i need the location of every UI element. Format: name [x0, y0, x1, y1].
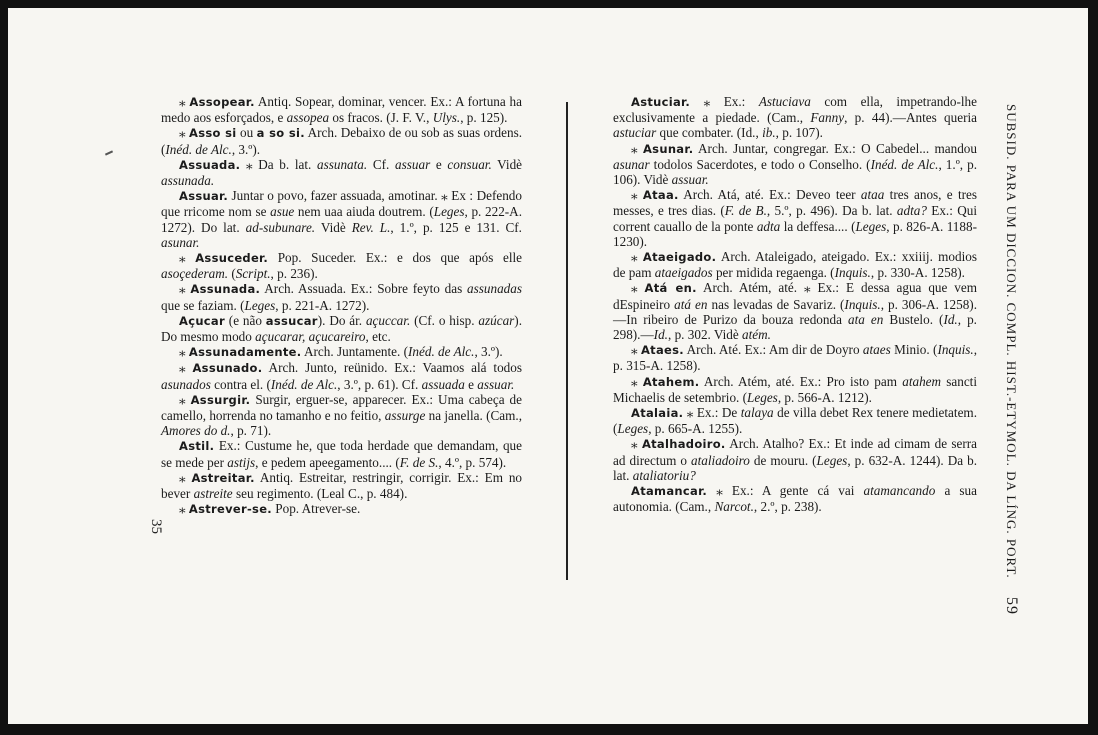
entry-ataeigado: ⁎ Ataeigado. Arch. Ataleigado, ateigado. Ex.: xxiiij. modios de pam ataeigados per midida regaenga. (Inquis., p. 330-A. 1258). [613, 249, 978, 281]
entry-atahem: ⁎ Atahem. Arch. Atém, até. Ex.: Pro isto pam atahem sancti Michaelis de setembrio. (Leges, p. 566-A. 1212). [613, 373, 978, 405]
entry-assopear: ⁎ Assopear. Antiq. Sopear, dominar, vencer. Ex.: A fortuna ha medo aos esforçados, e assopea os fracos. (J. F. V., Ulys., p. 125). [161, 94, 523, 126]
entry-assunadamente: ⁎ Assunadamente. Arch. Juntamente. (Inéd. de Alc., 3.º). [179, 344, 503, 360]
entry-ata-en: ⁎ Atá en. Arch. Atém, até. ⁎ Ex.: E dessa agua que vem dEspineiro atá en nas levadas de Savariz. (Inquis., p. 306-A. 1258).—In ribeiro de Purizo da bouza redonda ata en Bustelo. (Id., p. 298).—Id., p. 302. Vidè atém. [613, 280, 977, 343]
entry-atalaia: Atalaia. ⁎ Ex.: De talaya de villa debet Rex tenere medietatem. (Leges, p. 665-A. 1255). [613, 405, 977, 437]
running-head [1000, 104, 1020, 615]
running-head-title: SUBSID. PARA UM DICCION. COMPL. HIST.-ETYMOL. DA LÍNG. PORT. [1004, 104, 1019, 579]
entry-ataes: ⁎ Ataes. Arch. Até. Ex.: Am dir de Doyro ataes Minio. (Inquis., p. 315-A. 1258). [613, 342, 977, 374]
entry-astil: Astil. Ex.: Custume he, que toda herdade que demandam, que se mede per astijs, e pedem apeegamento.... (F. de S., 4.º, p. 574). [161, 438, 522, 470]
entry-assunada: ⁎ Assunada. Arch. Assuada. Ex.: Sobre feyto das assunadas que se faziam. (Leges, p. 221-A. 1272). [161, 281, 523, 313]
entry-acucar: Açucar (e não assucar). Do ár. açuccar. (Cf. o hisp. azúcar). Do mesmo modo açucarar, açucareiro, etc. [161, 312, 522, 345]
entry-atalhadoiro: ⁎ Atalhadoiro. Arch. Atalho? Ex.: Et inde ad cimam de serra ad directum o ataliadoiro de mouru. (Leges, p. 632-A. 1244). Da b. lat. ataliatoriu? [613, 436, 978, 483]
pencil-mark [105, 150, 113, 155]
left-column [161, 94, 522, 517]
book-page-spread [8, 8, 1088, 724]
entry-ataa: ⁎ Ataa. Arch. Atá, até. Ex.: Deveo teer ataa tres anos, e tres messes, e tres dias. (F. de B., 5.º, p. 496). Da b. lat. adta? Ex.: Qui corrent cauallo de la ponte adta la deffesa.... (Leges, p. 826-A. 1188-1230). [613, 187, 977, 249]
entry-assuar: Assuar. Juntar o povo, fazer assuada, amotinar. ⁎ Ex : Defendo que rricome nom se asue nem uaa aiuda doutrem. (Leges, p. 222-A. 1272). Do lat. ad-subunare. Vidè Rev. L., 1.º, p. 125 e 131. Cf. asunar. [161, 188, 522, 250]
page-number-right: 59 [1003, 596, 1020, 615]
entry-astuciar: Astuciar. ⁎ Ex.: Astuciava com ella, impetrando-lhe exclusivamente a piedade. (Cam., Fanny, p. 44).—Antes queria astuciar que combater. (Id., ib., p. 107). [613, 94, 977, 141]
entry-atamancar: Atamancar. ⁎ Ex.: A gente cá vai atamancando a sua autonomia. (Cam., Narcot., 2.º, p. 238). [613, 483, 977, 515]
entry-assunado: ⁎ Assunado. Arch. Junto, reünido. Ex.: Vaamos alá todos asunados contra el. (Inéd. de Alc., 3.º, p. 61). Cf. assuada e assuar. [161, 360, 522, 392]
page-number-left: 35 [148, 519, 164, 534]
entry-asunar: ⁎ Asunar. Arch. Juntar, congregar. Ex.: O Cabedel... mandou asunar todolos Sacerdotes, e todo o Conselho. (Inéd. de Alc., 1.º, p. 106). Vidè assuar. [613, 140, 978, 188]
entry-assurgir: ⁎ Assurgir. Surgir, erguer-se, apparecer. Ex.: Uma cabeça de camello, horrenda no tamanho e no feitio, assurge na janella. (Cam., Amores do d., p. 71). [161, 391, 522, 439]
right-column [613, 94, 977, 514]
entry-astreitar: ⁎ Astreitar. Antiq. Estreitar, restringir, corrigir. Ex.: Em no bever astreite seu regimento. (Leal C., p. 484). [161, 469, 523, 502]
entry-asso-si: ⁎ Asso si ou a so si. Arch. Debaixo de ou sob as suas ordens. (Inéd. de Alc., 3.º). [161, 125, 523, 157]
entry-assuceder: ⁎ Assuceder. Pop. Suceder. Ex.: e dos que após elle asoçederam. (Script., p. 236). [161, 250, 522, 282]
entry-astrever-se: ⁎ Astrever-se. Pop. Atrever-se. [179, 501, 361, 517]
column-divider [566, 102, 568, 580]
entry-assuada: Assuada. ⁎ Da b. lat. assunata. Cf. assuar e consuar. Vidè assunada. [161, 156, 523, 189]
